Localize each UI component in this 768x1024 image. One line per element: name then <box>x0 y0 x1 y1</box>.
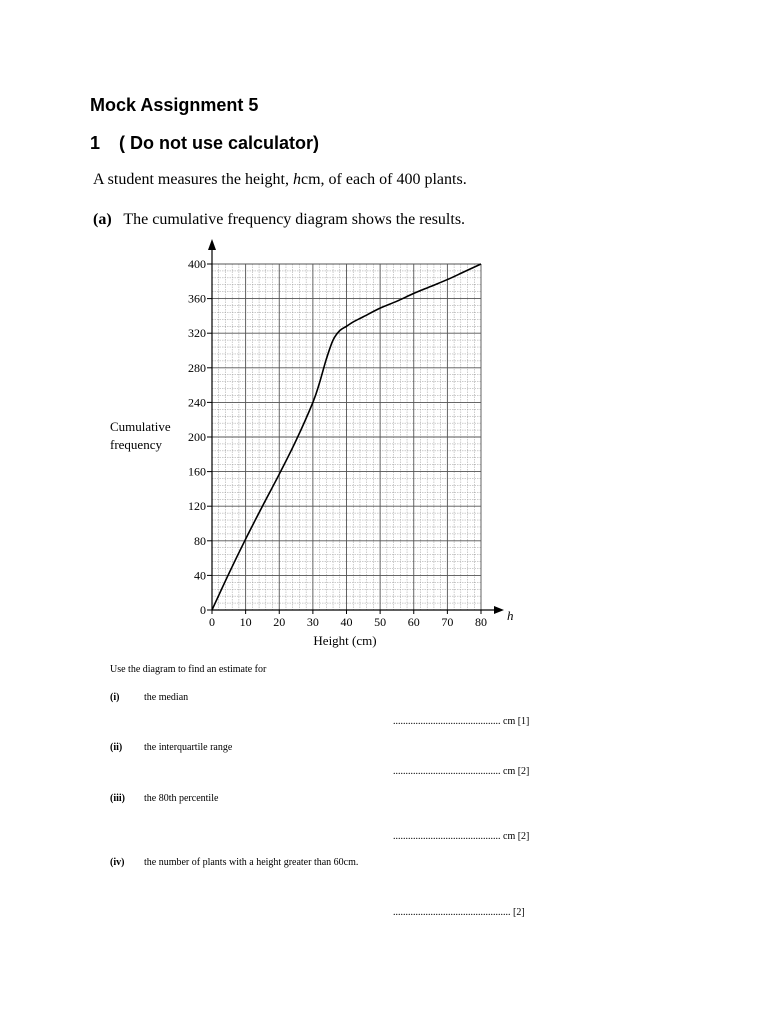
x-axis-arrow <box>494 606 504 614</box>
cumulative-frequency-curve <box>212 264 481 610</box>
answer-line-iii[interactable] <box>393 831 529 842</box>
y-tick-label: 320 <box>188 326 206 341</box>
subpart-ii-label: (ii) <box>110 742 123 753</box>
x-axis-symbol: h <box>507 608 514 623</box>
intro-variable: h <box>292 171 301 188</box>
subpart-iv-text: the number of plants with a height greater than 60cm. <box>144 857 359 868</box>
y-tick-label: 80 <box>194 533 206 548</box>
x-tick-label: 0 <box>209 615 215 629</box>
answer-dots-ii: ........................................... <box>393 766 501 777</box>
y-axis-label-line2: frequency <box>110 437 162 452</box>
y-tick-label: 400 <box>188 257 206 271</box>
instruction-text: Use the diagram to find an estimate for <box>110 664 267 675</box>
subpart-iii-text: the 80th percentile <box>144 793 219 804</box>
y-axis-label-line1: Cumulative <box>110 419 171 434</box>
subpart-ii-text: the interquartile range <box>144 742 233 753</box>
answer-line-i[interactable] <box>393 716 529 727</box>
x-tick-label: 70 <box>441 615 454 629</box>
x-tick-label: 40 <box>340 615 353 629</box>
y-tick-label: 120 <box>188 499 206 514</box>
x-tick-label: 20 <box>273 615 286 629</box>
subpart-i <box>110 692 188 703</box>
answer-dots-i: ........................................... <box>393 716 501 727</box>
answer-dots-iv: ............................................... <box>393 907 511 918</box>
subpart-i-text: the median <box>144 692 189 703</box>
x-tick-label: 30 <box>306 615 319 629</box>
answer-line-iv[interactable] <box>393 907 525 918</box>
y-tick-label: 200 <box>188 430 206 444</box>
answer-suffix-ii: cm [2] <box>503 766 530 777</box>
answer-suffix-iv: [2] <box>513 907 525 918</box>
y-tick-label: 280 <box>188 360 206 375</box>
chart-curve-group <box>212 264 481 610</box>
subpart-iv-label: (iv) <box>110 857 125 868</box>
x-tick-label: 10 <box>239 615 252 629</box>
y-tick-label: 240 <box>188 395 206 410</box>
chart-major-grid <box>212 264 481 610</box>
chart-minor-grid <box>212 264 481 610</box>
question-heading <box>90 133 319 154</box>
question-note: ( Do not use calculator) <box>119 133 320 153</box>
subpart-iv <box>110 857 358 868</box>
intro-text-before: A student measures the height, <box>93 171 293 188</box>
chart-axes <box>208 239 504 614</box>
answer-line-ii[interactable] <box>393 766 529 777</box>
y-tick-label: 40 <box>194 568 206 583</box>
y-tick-label: 360 <box>188 291 206 306</box>
x-tick-label: 80 <box>475 615 487 629</box>
y-tick-label: 160 <box>188 464 206 479</box>
subpart-iii <box>110 793 218 804</box>
subpart-ii <box>110 742 232 753</box>
part-a <box>93 211 465 229</box>
x-tick-label: 50 <box>374 615 387 629</box>
answer-suffix-i: cm [1] <box>503 716 530 727</box>
subpart-i-label: (i) <box>110 692 120 703</box>
question-number: 1 <box>90 133 101 153</box>
question-intro <box>93 171 467 189</box>
x-axis-label: Height (cm) <box>313 633 377 648</box>
y-tick-label: 0 <box>200 603 206 617</box>
chart-ticks <box>188 257 487 629</box>
answer-dots-iii: ........................................... <box>393 831 501 842</box>
part-a-text: The cumulative frequency diagram shows the results. <box>123 211 466 228</box>
x-tick-label: 60 <box>407 615 420 629</box>
answer-suffix-iii: cm [2] <box>503 831 530 842</box>
subpart-iii-label: (iii) <box>110 793 125 804</box>
y-axis-arrow <box>208 239 216 250</box>
assignment-title: Mock Assignment 5 <box>90 95 259 115</box>
intro-text-after: cm, of each of 400 plants. <box>300 171 467 188</box>
part-a-label: (a) <box>93 211 112 228</box>
